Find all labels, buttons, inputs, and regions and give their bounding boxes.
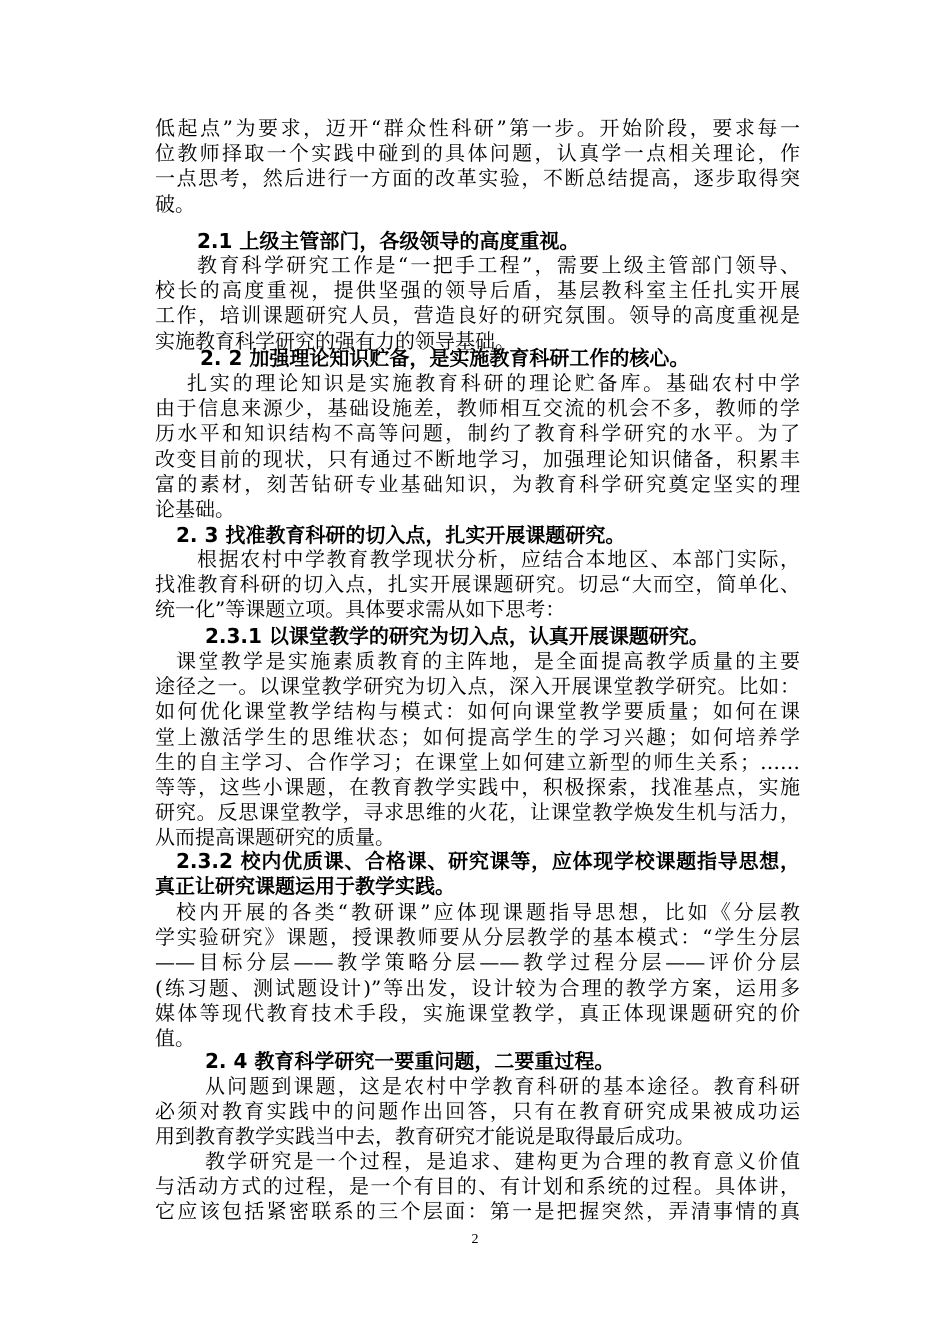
text-line: 用到教育教学实践当中去，教育研究才能说是取得最后成功。 <box>155 1124 695 1149</box>
text-line: 真正让研究课题运用于教学实践。 <box>155 874 455 899</box>
text-line: 历水平和知识结构不高等问题，制约了教育科学研究的水平。为了 <box>155 421 800 446</box>
text-line: 工作，培训课题研究人员，营造良好的研究氛围。领导的高度重视是 <box>155 303 800 328</box>
text-line: 统一化”等课题立项。具体要求需从如下思考： <box>155 597 566 622</box>
text-line: 2.3.2 校内优质课、合格课、研究课等，应体现学校课题指导思想， <box>176 849 800 873</box>
text-line: 根据农村中学教育教学现状分析，应结合本地区、本部门实际， <box>197 547 800 571</box>
text-line: 2. 4 教育科学研究一要重问题，二要重过程。 <box>205 1049 615 1073</box>
page-number: 2 <box>471 1232 479 1247</box>
text-line: 生的自主学习、合作学习；在课堂上如何建立新型的师生关系；…… <box>155 749 800 774</box>
text-line: 从问题到课题，这是农村中学教育科研的基本途径。教育科研 <box>205 1074 800 1098</box>
text-line: 学实验研究》课题，授课教师要从分层教学的基本模式：“学生分层 <box>155 925 800 950</box>
text-line: 从而提高课题研究的质量。 <box>155 825 395 850</box>
text-line: 教育科学研究工作是“一把手工程”，需要上级主管部门领导、 <box>197 253 800 277</box>
text-line: 媒体等现代教育技术手段，实施课堂教学，真正体现课题研究的价 <box>155 1000 800 1025</box>
text-line: 破。 <box>155 191 195 216</box>
text-line: 教学研究是一个过程，是追求、建构更为合理的教育意义价值 <box>205 1149 800 1173</box>
text-line: 论基础。 <box>155 497 235 521</box>
text-line: 找准教育科研的切入点，扎实开展课题研究。切忌“大而空，简单化、 <box>155 572 800 597</box>
text-line: 研究。反思课堂教学，寻求思维的火花，让课堂教学焕发生机与活力， <box>155 800 800 825</box>
text-line: 一点思考，然后进行一方面的改革实验，不断总结提高，逐步取得突 <box>155 166 800 191</box>
text-line: 途径之一。以课堂教学研究为切入点，深入开展课堂教学研究。比如： <box>155 674 800 699</box>
text-line: ——目标分层——教学策略分层——教学过程分层——评价分层 <box>155 950 800 975</box>
text-line: 堂上激活学生的思维状态；如何提高学生的学习兴趣；如何培养学 <box>155 724 800 749</box>
text-line: 2. 3 找准教育科研的切入点，扎实开展课题研究。 <box>176 523 626 547</box>
text-line: 与活动方式的过程，是一个有目的、有计划和系统的过程。具体讲， <box>155 1174 800 1199</box>
text-line: 等等，这些小课题，在教育教学实践中，积极探索，找准基点，实施 <box>155 775 800 799</box>
text-line: 位教师择取一个实践中碰到的具体问题，认真学一点相关理论，作 <box>155 141 800 166</box>
text-line: 2. 2 加强理论知识贮备，是实施教育科研工作的核心。 <box>200 346 690 370</box>
text-line: 扎实的理论知识是实施教育科研的理论贮备库。基础农村中学 <box>187 371 800 395</box>
text-line: 富的素材，刻苦钻研专业基础知识，为教育科学研究奠定坚实的理 <box>155 471 800 496</box>
text-line: 低起点”为要求，迈开“群众性科研”第一步。开始阶段，要求每一 <box>155 116 800 140</box>
text-line: 2.1 上级主管部门，各级领导的高度重视。 <box>197 229 580 253</box>
text-line: 2.3.1 以课堂教学的研究为切入点，认真开展课题研究。 <box>205 624 709 648</box>
text-line: 实施教育科学研究的强有力的领导基础。 <box>155 328 515 353</box>
text-line: (练习题、测试题设计)”等出发，设计较为合理的教学方案，运用多 <box>155 975 800 1000</box>
text-line: 如何优化课堂教学结构与模式：如何向课堂教学要质量；如何在课 <box>155 699 800 724</box>
text-line: 校长的高度重视，提供坚强的领导后盾，基层教科室主任扎实开展 <box>155 278 800 303</box>
text-line: 由于信息来源少，基础设施差，教师相互交流的机会不多，教师的学 <box>155 396 800 421</box>
text-line: 值。 <box>155 1026 195 1050</box>
text-line: 它应该包括紧密联系的三个层面：第一是把握突然，弄清事情的真 <box>155 1199 800 1224</box>
text-line: 课堂教学是实施素质教育的主阵地，是全面提高教学质量的主要 <box>176 649 800 673</box>
text-line: 必须对教育实践中的问题作出回答，只有在教育研究成果被成功运 <box>155 1099 800 1124</box>
text-line: 校内开展的各类“教研课”应体现课题指导思想，比如《分层教 <box>176 900 800 924</box>
text-line: 改变目前的现状，只有通过不断地学习，加强理论知识储备，积累丰 <box>155 446 800 471</box>
